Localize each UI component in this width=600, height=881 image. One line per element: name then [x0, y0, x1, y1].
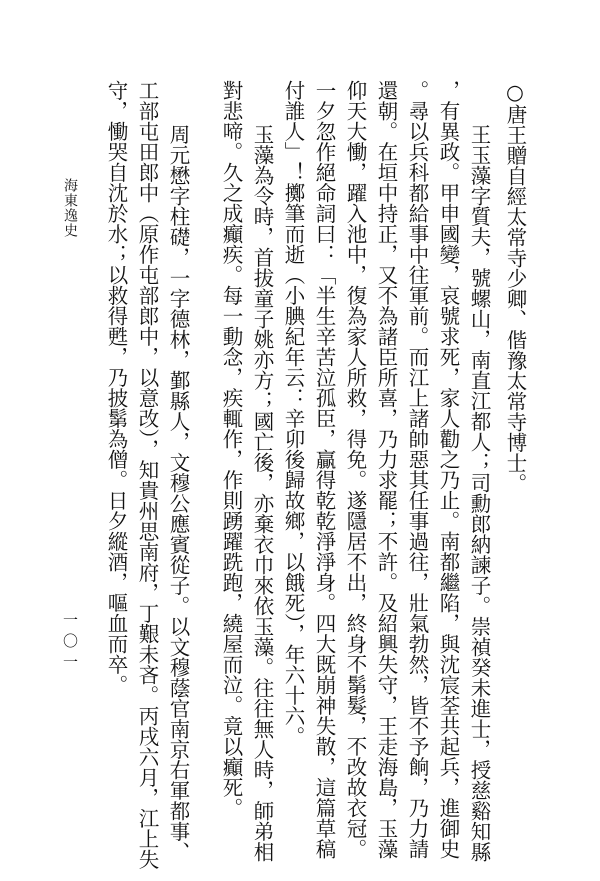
- text-column-8: 付誰人」！擲筆而逝（小腆紀年云：辛卯後歸故鄉，以餓死），年六十六。: [281, 80, 305, 747]
- text-column-11: 周元懋字柱礎，一字德林，鄞縣人，文穆公應賓從子。以文穆蔭官南京右軍都事、: [166, 124, 190, 862]
- text-column-13: 守，慟哭自沈於水；以救得甦，乃披鬀為僧。日夕縱酒，嘔血而卒。: [104, 80, 128, 695]
- text-column-10: 對悲啼。久之成癲疾。每一動念，疾輒作，作則踴躍跣跑，繞屋而泣。竟以癲死。: [219, 80, 243, 818]
- page-number: 一〇一: [61, 612, 79, 675]
- text-column-2: 王玉藻字質夫，號螺山，南直江都人；司勳郎納諫子。崇禎癸未進士，授慈谿知縣: [467, 124, 491, 862]
- text-column-9: 玉藻為令時，首拔童子姚亦方；國亡後，亦棄衣巾來依玉藻。往往無人時，師弟相: [250, 124, 274, 862]
- text-column-7: 一夕忽作絕命詞曰：「半生辛苦泣孤臣，贏得乾乾淨淨身。四大既崩神失散，這篇草稿: [312, 80, 336, 859]
- text-column-5: 還朝。在垣中持正，又不為諸臣所喜，乃力求罷；不許。及紹興失守，王走海島，玉藻: [374, 80, 398, 859]
- running-title: 海東逸史: [62, 178, 78, 238]
- text-column-4: 。尋以兵科都給事中往軍前。而江上諸帥惡其任事過往，壯氣勃然，皆不予餉，乃力請: [405, 80, 429, 859]
- text-column-12: 工部屯田郎中（原作屯部郎中，以意改），知貴州思南府，丁艱未吝。丙戌六月，江上失: [135, 80, 159, 870]
- text-column-3: ，有異政。甲申國變，哀號求死，家人勸之乃止。南都繼陷，與沈宸荃共起兵，進御史: [436, 80, 460, 859]
- text-column-1: ○唐王贈自經太常寺少卿、偕豫太常寺博士。: [503, 80, 527, 494]
- text-column-6: 仰天大慟，躍入池中，復為家人所救，得免。遂隱居不出，終身不鬀髮，不改故衣冠。: [343, 80, 367, 859]
